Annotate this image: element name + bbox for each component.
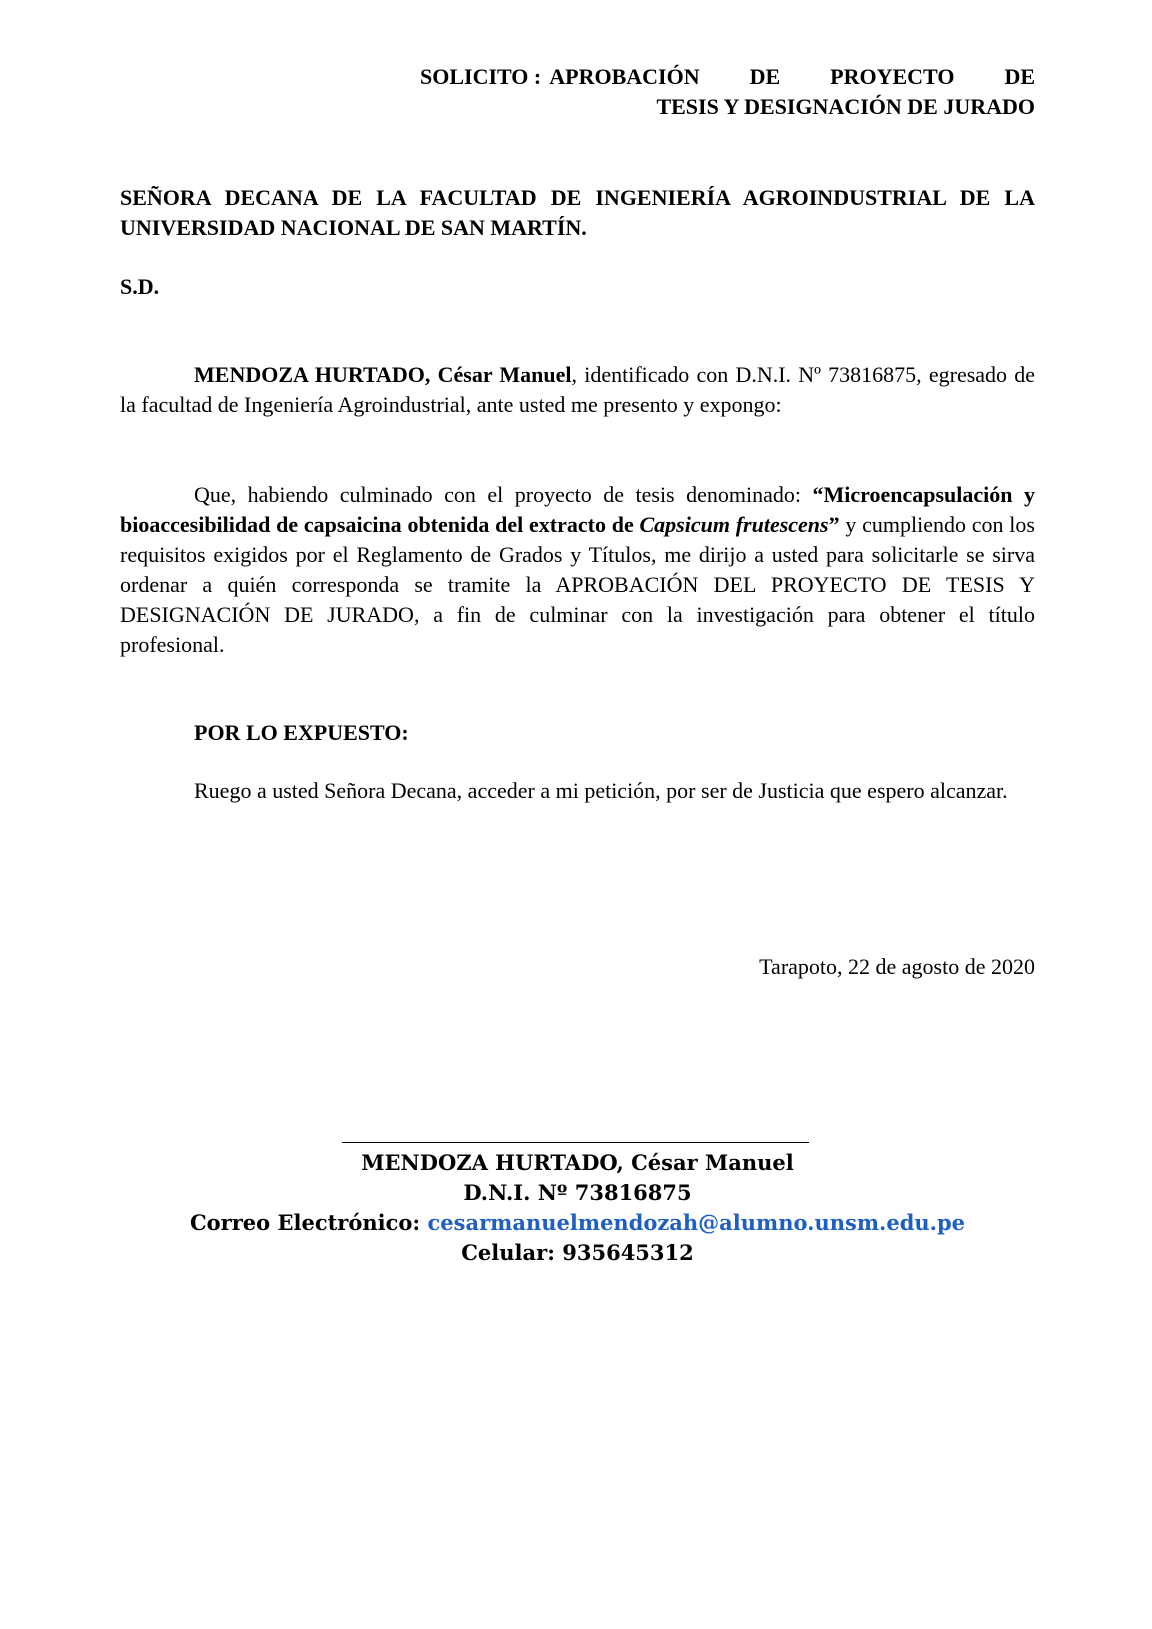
closing-heading: POR LO EXPUESTO: — [194, 720, 409, 745]
thesis-title: “Microencapsulación y bioaccesibilidad de capsaicina obtenida del extracto de — [120, 482, 1036, 537]
date-line: Tarapoto, 22 de agosto de 2020 — [759, 954, 1035, 979]
subject-line-1 — [420, 62, 1035, 92]
signature-block — [120, 1148, 1035, 1268]
intro-text: , identificado con D.N.I. Nº 73816875, egresado de la facultad de Ingeniería Agroindustrial, ante usted me presento y expongo: — [120, 362, 1035, 417]
signer-email-line — [120, 1208, 1035, 1238]
subject-line-1-words — [549, 62, 1035, 92]
thesis-species: Capsicum frutescens — [639, 512, 829, 537]
request-paragraph — [120, 480, 1035, 660]
subject-label: SOLICITO : — [420, 64, 542, 89]
signer-name: MENDOZA HURTADO, César Manuel — [361, 1150, 794, 1175]
subject-heading — [420, 62, 1035, 122]
signer-phone: Celular: 935645312 — [461, 1240, 694, 1265]
subject-word: APROBACIÓN — [549, 64, 700, 89]
signer-dni: D.N.I. Nº 73816875 — [463, 1180, 692, 1205]
request-text: y cumpliendo con los requisitos exigidos por el Reglamento de Grados y Títulos, me dirijo a usted para solicitarle se sirva ordenar a quién corresponda se tramite la APROBACIÓN DEL PROYECTO DE TESIS Y DESIGNACIÓN DE JURADO, a fin de culminar con la investigación para obtener el título profesional. — [120, 512, 1035, 657]
closing-paragraph: Ruego a usted Señora Decana, acceder a mi petición, por ser de Justicia que espero alcanzar. — [194, 778, 1008, 803]
thesis-title-close: ” — [828, 512, 840, 537]
signature-line — [342, 1142, 809, 1143]
subject-word: PROYECTO — [830, 64, 955, 89]
subject-word: DE — [1004, 64, 1035, 89]
applicant-name: MENDOZA HURTADO, César Manuel — [194, 362, 572, 387]
addressee: SEÑORA DECANA DE LA FACULTAD DE INGENIERÍA AGROINDUSTRIAL DE LA UNIVERSIDAD NACIONAL DE SAN MARTÍN. — [120, 185, 1035, 240]
email-link[interactable]: cesarmanuelmendozah@alumno.unsm.edu.pe — [427, 1210, 966, 1235]
subject-word: DE — [749, 64, 781, 89]
greeting: S.D. — [120, 274, 160, 299]
email-label: Correo Electrónico: — [189, 1210, 428, 1235]
request-intro: Que, habiendo culminado con el proyecto de tesis denominado: — [194, 482, 813, 507]
subject-line-2: TESIS Y DESIGNACIÓN DE JURADO — [656, 94, 1035, 119]
intro-paragraph — [120, 360, 1035, 420]
